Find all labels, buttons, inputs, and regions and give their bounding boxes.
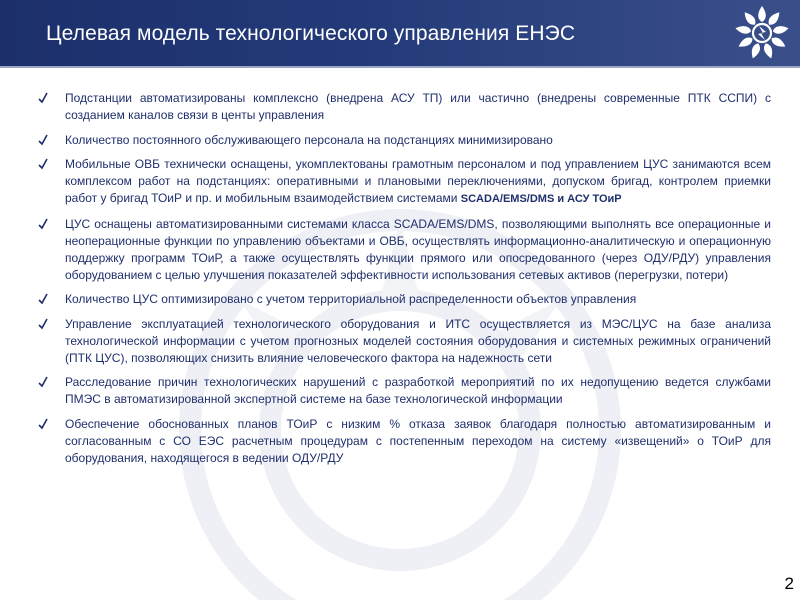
- fsk-ees-logo-icon: [732, 4, 792, 62]
- checkmark-icon: [38, 317, 48, 331]
- list-item: [38, 416, 771, 467]
- bullet-text: Мобильные ОВБ технически оснащены, укомплектованы грамотным персоналом и под управлением ЦУС занимаются всем комплексом работ на подстанциях: оперативными и плановыми переключениями, допуском бригад, контролем приемки работ у бригад ТОиР и пр. и мобильным взаимодействием системами: [65, 157, 771, 205]
- bullet-list: [38, 90, 771, 467]
- list-item: [38, 291, 771, 308]
- slide-body: [38, 90, 771, 474]
- bullet-text: Подстанции автоматизированы комплексно (внедрена АСУ ТП) или частично (внедрены современные ПТК ССПИ) с созданием каналов связи в центы управления: [65, 91, 771, 122]
- checkmark-icon: [38, 217, 48, 231]
- bullet-text: ЦУС оснащены автоматизированными системами класса SCADA/EMS/DMS, позволяющими выполнять все операционные и неоперационные функции по управлению объектами и ОВБ, осуществлять информационно-аналитическую и операционную поддержку программ ТОиР, а также осуществлять функции прямого или опосредованного (через ОДУ/РДУ) управления оборудованием с целью улучшения показателей эффективности использования сетевых активов (перегрузки, потери): [65, 216, 771, 282]
- checkmark-icon: [38, 133, 48, 147]
- checkmark-icon: [38, 292, 48, 306]
- page-number: 2: [784, 574, 794, 593]
- bullet-bold-text: SCADA/EMS/DMS и АСУ ТОиР: [460, 193, 622, 205]
- bullet-text: Обеспечение обоснованных планов ТОиР с низким % отказа заявок благодаря полностью автоматизированным и согласованным с СО ЕЭС расчетным процедурам с постепенным переходом на систему «извещений» о ТОиР для оборудования, находящегося в ведении ОДУ/РДУ: [65, 416, 771, 465]
- slide-header: [0, 0, 800, 66]
- header-divider: [0, 66, 800, 68]
- list-item: [38, 132, 771, 149]
- bullet-text: Количество постоянного обслуживающего персонала на подстанциях минимизировано: [65, 132, 553, 147]
- list-item: [38, 316, 771, 367]
- checkmark-icon: [38, 91, 48, 105]
- list-item: [38, 156, 771, 208]
- checkmark-icon: [38, 375, 48, 389]
- bullet-text: Расследование причин технологических нарушений с разработкой мероприятий по их недопущению ведется службами ПМЭС в автоматизированной экспертной системе на базе технологической информации: [65, 375, 771, 406]
- list-item: [38, 374, 771, 408]
- bullet-text: Количество ЦУС оптимизировано с учетом территориальной распределенности объектов управления: [65, 292, 637, 306]
- list-item: [38, 216, 771, 284]
- checkmark-icon: [38, 417, 48, 431]
- list-item: [38, 90, 771, 124]
- bullet-text: Управление эксплуатацией технологического оборудования и ИТС осуществляется из МЭС/ЦУС на базе анализа технологической информации с учетом прогнозных моделей состояния оборудования и системных режимных ограничений (ПТК ЦУС), позволяющих снизить влияние человеческого фактора на надежность сети: [65, 316, 771, 365]
- slide-title: Целевая модель технологического управления ЕНЭС: [46, 22, 576, 45]
- checkmark-icon: [38, 157, 48, 171]
